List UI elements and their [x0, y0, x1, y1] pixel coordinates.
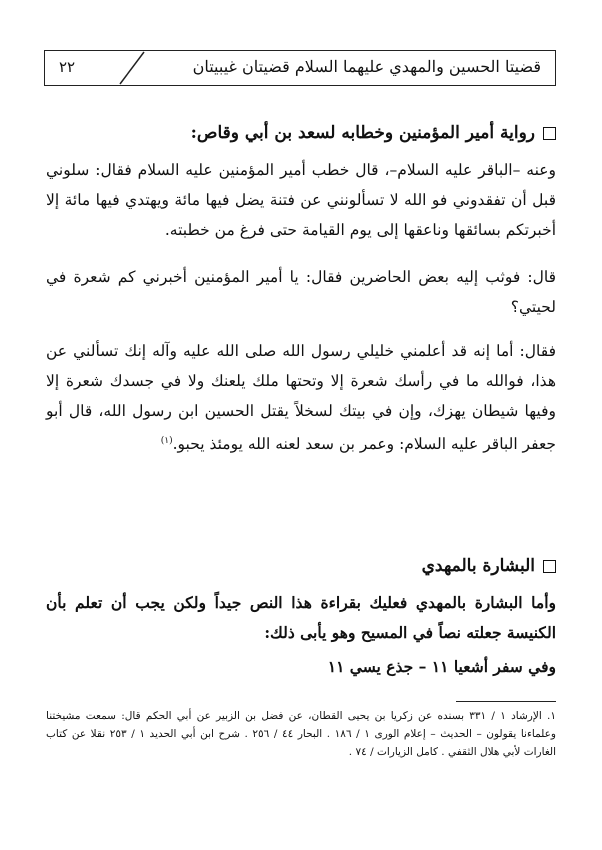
paragraph	[46, 336, 556, 459]
square-bullet-icon	[543, 560, 556, 573]
paragraph: قال: فوثب إليه بعض الحاضرين فقال: يا أمير المؤمنين أخبرني كم شعرة في لحيتي؟	[46, 268, 556, 316]
section-heading-text: البشارة بالمهدي	[421, 556, 535, 576]
footnote-separator	[456, 701, 556, 702]
section-heading-narration	[191, 123, 556, 143]
section-heading-text: رواية أمير المؤمنين وخطابه لسعد بن أبي وقاص:	[190, 123, 535, 143]
paragraph: وأما البشارة بالمهدي فعليك بقراءة هذا النص جيداً ولكن يجب أن تعلم بأن الكنيسة جعلته نصاً في المسيح وهو يأبى ذلك:	[46, 593, 556, 642]
running-header	[44, 50, 556, 86]
header-divider-slash	[117, 51, 147, 85]
square-bullet-icon	[543, 127, 556, 140]
page-number: ٢٢	[59, 58, 76, 76]
running-header-title: قضيتا الحسين والمهدي عليهما السلام قضيتان غيبيتان	[192, 57, 541, 76]
paragraph-text: فقال: أما إنه قد أعلمني خليلي رسول الله صلى الله عليه وآله إنك تسألني عن هذا، فوالله ما في رأسك شعرة إلا وتحتها ملك يلعنك ولا في جسدك شعرة إلا وفيها شيطان يهزك، وإن في بيتك لسخلاً يقتل الحسين ابن رسول الله، قال أبو جعفر الباقر عليه السلام: وعمر بن سعد لعنه الله يومئذ يحبو.	[46, 342, 556, 454]
footnote-reference[interactable]: (١)	[160, 436, 173, 446]
paragraph: وفي سفر أشعيا ١١ – جذع يسي ١١	[327, 657, 556, 676]
footnote: ١. الإرشاد ١ / ٣٣١ بسنده عن زكريا بن يحيى القطان، عن فضل بن الزبير عن أبي الحكم قال: سمعت مشيختنا وعلماءنا يقولون – الحديث – إعلام الورى ١ / ١٨٦ . البحار ٤٤ / ٢٥٦ . شرح ابن أبي الحديد ١ / ٢٥٣ نقلا عن كتاب الغارات لأبي هلال الثقفي . كامل الزيارات / ٧٤ .	[46, 710, 557, 758]
paragraph: وعنه –الباقر عليه السلام–، قال خطب أمير المؤمنين عليه السلام فقال: سلوني قبل أن تفقدوني فو الله لا تسألونني عن فتنة يضل فيها مائة ويهتدي فيها مائة إلا أخبرتكم بسائقها وناعقها إلى يوم القيامة حتى فرغ من خطبته.	[46, 161, 556, 239]
section-heading-glad-tidings	[422, 556, 556, 576]
